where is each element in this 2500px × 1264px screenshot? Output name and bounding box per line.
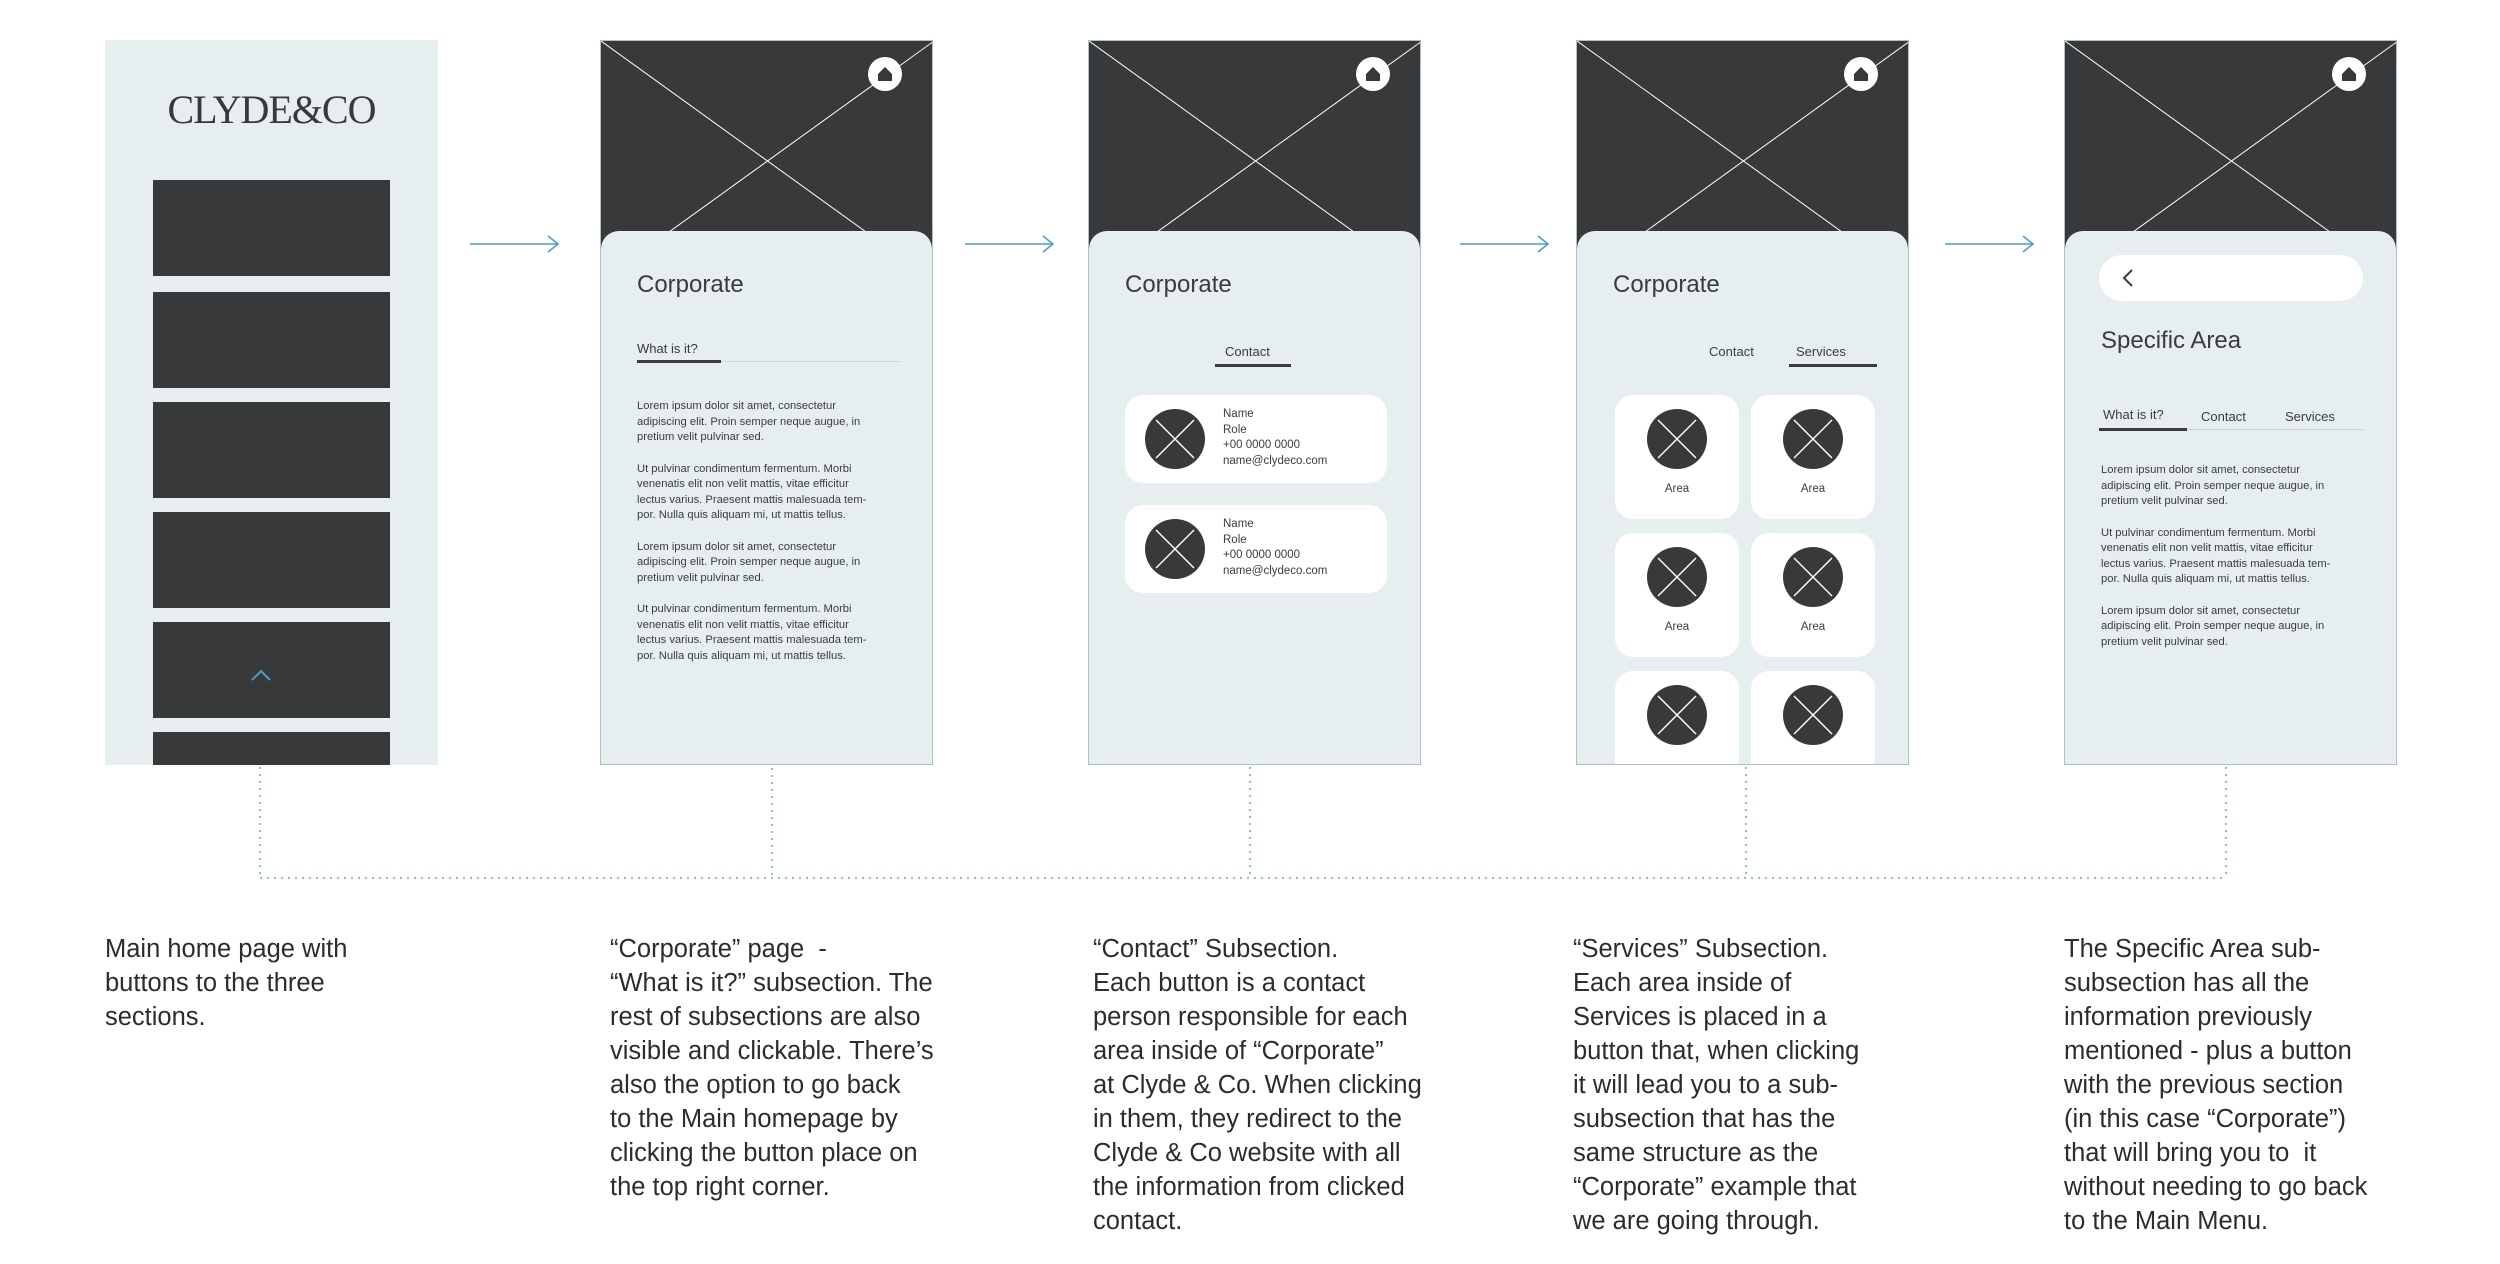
specific-area-screen — [2064, 40, 2397, 765]
contact-avatar — [1145, 519, 1205, 579]
home-button[interactable] — [1844, 57, 1878, 91]
tab-services[interactable]: Services — [2285, 409, 2335, 424]
tab-contact[interactable]: Contact — [1709, 344, 1754, 359]
area-button[interactable] — [1751, 533, 1875, 657]
caption-services: “Services” Subsection. Each area inside of Services is placed in a button that, when clicking it will lead you to a sub- subsection that has the same structure as the “Corporate” example that we are going through. — [1573, 935, 1860, 1235]
body-text: Lorem ipsum dolor sit amet, consectetur adipiscing elit. Proin semper neque augue, in pretium velit pulvinar sed. Ut pulvinar condimentum fermentum. Morbi venenatis elit non velit mattis, vitae efficitur lectus varius. Praesent mattis malesuada tem- por. Nulla quis aliquam mi, ut mattis tellus. Lorem ipsum dolor sit amet, consectetur adipiscing elit. Proin semper neque augue, in pretium velit pulvinar sed. — [2101, 464, 2331, 648]
area-icon — [1647, 685, 1707, 745]
contact-avatar — [1145, 409, 1205, 469]
active-tab-indicator — [637, 360, 721, 363]
tab-divider — [2187, 429, 2363, 430]
arrow-right-icon — [1945, 236, 2033, 252]
chevron-left-icon — [2121, 268, 2135, 288]
area-button[interactable] — [1615, 533, 1739, 657]
area-icon — [1647, 409, 1707, 469]
body-text: Lorem ipsum dolor sit amet, consectetur adipiscing elit. Proin semper neque augue, in pretium velit pulvinar sed. Ut pulvinar condimentum fermentum. Morbi venenatis elit non velit mattis, vitae efficitur lectus varius. Praesent mattis malesuada tem- por. Nulla quis aliquam mi, ut mattis tellus. Lorem ipsum dolor sit amet, consectetur adipiscing elit. Proin semper neque augue, in pretium velit pulvinar sed. Ut pulvinar condimentum fermentum. Morbi venenatis elit non velit mattis, vitae efficitur lectus varius. Praesent mattis malesuada tem- por. Nulla quis aliquam mi, ut mattis tellus. — [637, 400, 867, 662]
home-icon — [1363, 64, 1383, 84]
content-sheet — [1577, 231, 1908, 765]
content-sheet — [2065, 231, 2396, 765]
tab-divider — [721, 361, 899, 362]
page-title: Corporate — [637, 271, 744, 298]
contact-details: Name Role +00 0000 0000 name@clydeco.com — [1223, 518, 1328, 577]
content-sheet — [1089, 231, 1420, 765]
back-button[interactable] — [2099, 255, 2363, 301]
caption-contact: “Contact” Subsection. Each button is a contact person responsible for each area inside of “Corporate” at Clyde & Co. When clicking in them, they redirect to the Clyde & Co website with all the information from clicked contact. — [1093, 935, 1422, 1235]
home-section-button[interactable] — [153, 180, 390, 276]
tab-what-is-it[interactable]: What is it? — [637, 341, 698, 356]
area-button[interactable] — [1751, 671, 1875, 765]
contact-card[interactable] — [1125, 395, 1387, 483]
home-section-button[interactable] — [153, 732, 390, 765]
home-icon — [2339, 64, 2359, 84]
area-icon — [1647, 547, 1707, 607]
page-title: Specific Area — [2101, 327, 2242, 354]
home-section-button[interactable] — [153, 292, 390, 388]
active-tab-indicator — [1789, 364, 1877, 367]
home-icon — [1851, 64, 1871, 84]
contact-screen — [1088, 40, 1421, 765]
home-section-button[interactable] — [153, 512, 390, 608]
caption-home: Main home page with buttons to the three sections. — [105, 935, 348, 1031]
chevron-up-icon — [250, 668, 272, 682]
home-button[interactable] — [2332, 57, 2366, 91]
area-label: Area — [1800, 621, 1826, 633]
area-label: Area — [1664, 483, 1690, 495]
tab-contact[interactable]: Contact — [2201, 409, 2246, 424]
home-button[interactable] — [1356, 57, 1390, 91]
home-section-button[interactable] — [153, 402, 390, 498]
arrow-right-icon — [470, 236, 558, 252]
home-button[interactable] — [868, 57, 902, 91]
caption-corporate: “Corporate” page - “What is it?” subsection. The rest of subsections are also visible and clickable. There’s also the option to go back to the Main homepage by clicking the button place on the top right corner. — [610, 935, 934, 1201]
contact-details: Name Role +00 0000 0000 name@clydeco.com — [1223, 408, 1328, 467]
area-button[interactable] — [1615, 395, 1739, 519]
tab-services[interactable]: Services — [1796, 344, 1846, 359]
content-sheet — [601, 231, 932, 765]
area-icon — [1783, 547, 1843, 607]
area-button[interactable] — [1751, 395, 1875, 519]
tab-what-is-it[interactable]: What is it? — [2103, 407, 2164, 422]
area-icon — [1783, 409, 1843, 469]
tab-contact[interactable]: Contact — [1225, 344, 1270, 359]
clydeco-logo: CLYDE&CO — [167, 87, 376, 132]
arrow-right-icon — [1460, 236, 1548, 252]
page-title: Corporate — [1125, 271, 1232, 298]
home-icon — [875, 64, 895, 84]
area-label: Area — [1800, 483, 1826, 495]
area-button[interactable] — [1615, 671, 1739, 765]
home-screen — [105, 40, 438, 765]
arrow-right-icon — [965, 236, 1053, 252]
contact-card[interactable] — [1125, 505, 1387, 593]
page-title: Corporate — [1613, 271, 1720, 298]
corporate-screen — [600, 40, 933, 765]
area-icon — [1783, 685, 1843, 745]
area-label: Area — [1664, 621, 1690, 633]
services-screen — [1576, 40, 1909, 765]
caption-specific-area: The Specific Area sub- subsection has all the information previously mentioned - plus a button with the previous section (in this case “Corporate”) that will bring you to it without needing to go back to the Main Menu. — [2064, 935, 2368, 1235]
active-tab-indicator — [1215, 364, 1291, 367]
active-tab-indicator — [2099, 428, 2187, 431]
